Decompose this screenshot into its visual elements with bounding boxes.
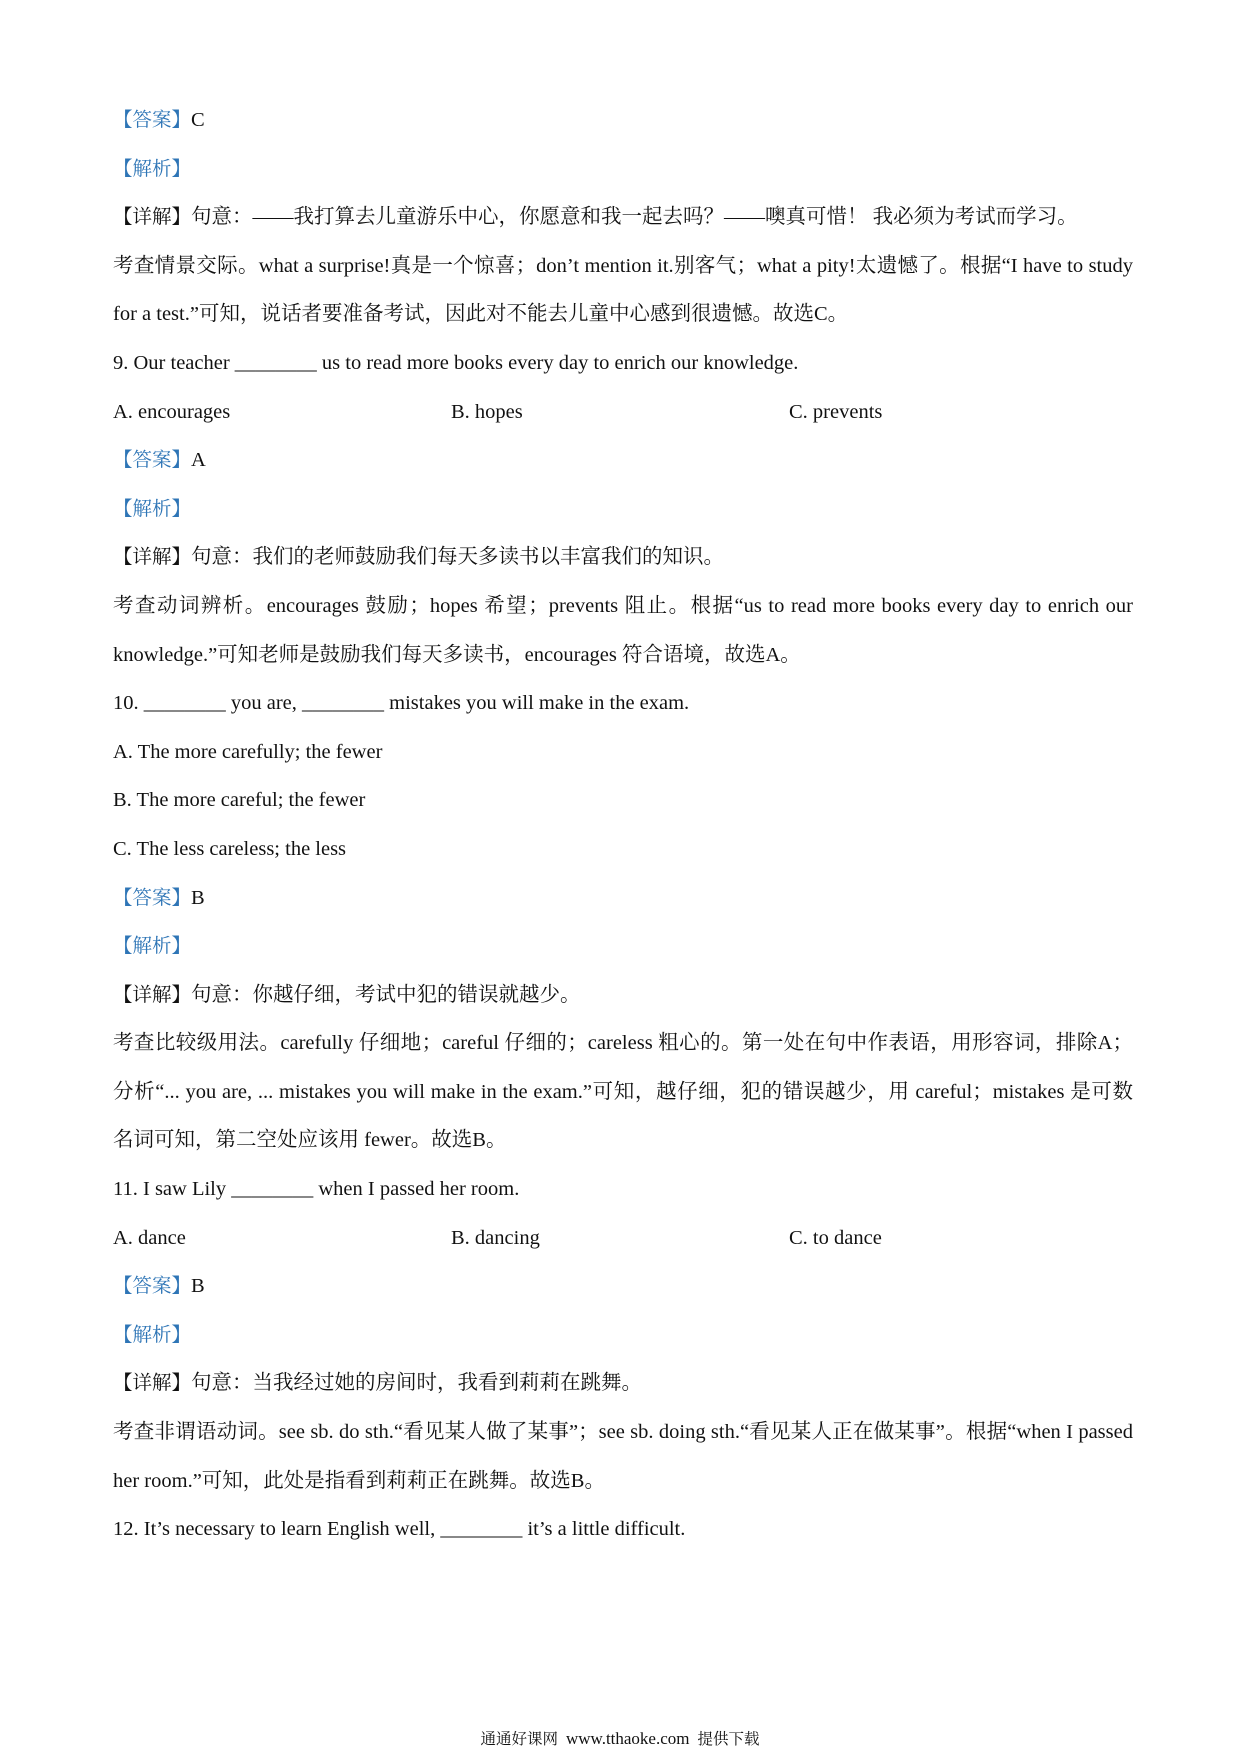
analysis-tag: 【解析】 <box>113 496 192 520</box>
q9-explain: 考查动词辨析。encourages 鼓励；hopes 希望；prevents 阻止。根据“us to read more books every day to enrich our knowledge.”可知老师是鼓励我们每天多读书，encourages 符合语境，故选A。 <box>113 594 1133 666</box>
detail-tag: 【详解】 <box>113 545 192 569</box>
q11-option-b: B. dancing <box>451 1226 540 1249</box>
analysis-tag: 【解析】 <box>113 1322 192 1346</box>
q11-question: 11. I saw Lily ________ when I passed her room. <box>113 1178 520 1201</box>
q9-analysis-line <box>113 485 1133 534</box>
footer-url[interactable]: www.tthaoke.com <box>565 1729 690 1748</box>
q10-answer-line <box>113 874 1133 923</box>
q11-option-c: C. to dance <box>789 1226 882 1249</box>
q9-detail: 句意：我们的老师鼓励我们每天多读书以丰富我们的知识。 <box>191 546 725 569</box>
q9-answer-line <box>113 436 1133 485</box>
q11-explain: 考查非谓语动词。see sb. do sth.“看见某人做了某事”；see sb. doing sth.“看见某人正在做某事”。根据“when I passed her room.”可知，此处是指看到莉莉正在跳舞。故选B。 <box>113 1421 1133 1492</box>
q10-explain: 考查比较级用法。carefully 仔细地；careful 仔细的；careless 粗心的。第一处在句中作表语，用形容词，排除A；分析“... you are, ... mistakes you will make in the exam.”可知，越仔细，犯的错误越少，用 careful；mistakes 是可数名词可知，第二空处应该用 fewer。故选B。 <box>113 1032 1133 1152</box>
footer-site-name: 通通好课网 <box>480 1730 558 1748</box>
q9-options <box>113 388 1133 437</box>
answer-tag: 【答案】 <box>113 1274 192 1298</box>
q10-detail: 句意：你越仔细，考试中犯的错误就越少。 <box>191 983 581 1006</box>
q11-answer-line <box>113 1262 1133 1311</box>
detail-tag: 【详解】 <box>113 205 192 229</box>
q12-question: 12. It’s necessary to learn English well, ________ it’s a little difficult. <box>113 1518 686 1541</box>
q8-answer-line <box>113 96 1133 145</box>
answer-tag: 【答案】 <box>113 885 192 909</box>
detail-tag: 【详解】 <box>113 1371 192 1395</box>
q11-option-a: A. dance <box>113 1226 186 1249</box>
q10-option-b: B. The more careful; the fewer <box>113 789 366 812</box>
q9-question: 9. Our teacher ________ us to read more books every day to enrich our knowledge. <box>113 351 799 374</box>
q11-options <box>113 1214 1133 1263</box>
document-content <box>113 96 1133 1554</box>
answer-tag: 【答案】 <box>113 108 192 131</box>
q10-question: 10. ________ you are, ________ mistakes you will make in the exam. <box>113 692 690 715</box>
q9-option-b: B. hopes <box>451 400 523 423</box>
q8-explain: 考查情景交际。what a surprise!真是一个惊喜；don’t mention it.别客气；what a pity!太遗憾了。根据“I have to study for a test.”可知，说话者要准备考试，因此对不能去儿童中心感到很遗憾。故选C。 <box>113 254 1133 326</box>
q8-detail: 句意：——我打算去儿童游乐中心，你愿意和我一起去吗？——噢真可惜！ 我必须为考试而学习。 <box>191 206 1078 229</box>
q9-detail-line <box>113 533 1133 582</box>
q10-analysis-line <box>113 922 1133 971</box>
page-footer <box>0 1727 1240 1749</box>
footer-suffix: 提供下载 <box>697 1730 760 1748</box>
answer-tag: 【答案】 <box>113 448 192 472</box>
q9-option-a: A. encourages <box>113 400 231 423</box>
q8-detail-line <box>113 193 1133 242</box>
q11-detail: 句意：当我经过她的房间时，我看到莉莉在跳舞。 <box>191 1372 643 1395</box>
q10-option-a: A. The more carefully; the fewer <box>113 740 383 763</box>
analysis-tag: 【解析】 <box>113 934 192 958</box>
q10-answer: B <box>191 886 205 909</box>
q8-answer: C <box>191 109 205 131</box>
q8-analysis-line <box>113 145 1133 194</box>
q9-answer: A <box>191 449 206 472</box>
q11-answer: B <box>191 1275 205 1298</box>
q10-option-c: C. The less careless; the less <box>113 837 347 860</box>
q11-analysis-line <box>113 1311 1133 1360</box>
q9-option-c: C. prevents <box>789 400 883 423</box>
q11-detail-line <box>113 1359 1133 1408</box>
detail-tag: 【详解】 <box>113 982 192 1006</box>
analysis-tag: 【解析】 <box>113 156 192 180</box>
q10-detail-line <box>113 971 1133 1020</box>
